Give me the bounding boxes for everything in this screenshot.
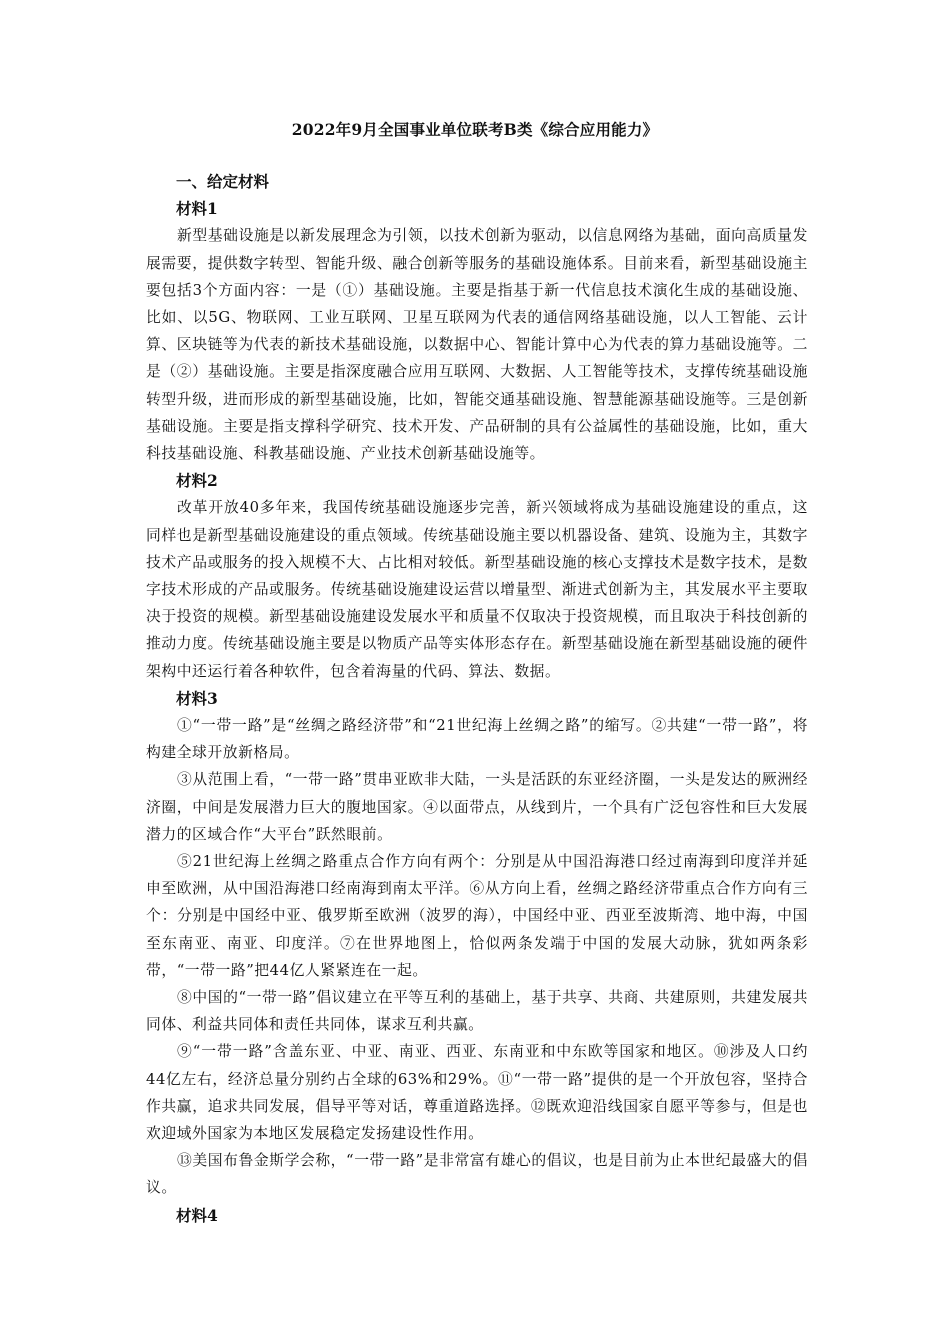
material-3-label: 材料3 [176,688,218,708]
material-3-paragraph-1: ①“一带一路”是“丝绸之路经济带”和“21世纪海上丝绸之路”的缩写。②共建“一带一路”，将构建全球开放新格局。 [146,717,808,762]
document-body [146,168,808,1229]
material-3-paragraph-3: ⑤21世纪海上丝绸之路重点合作方向有两个：分别是从中国沿海港口经过南海到印度洋并延申至欧洲，从中国沿海港口经南海到南太平洋。⑥从方向上看，丝绸之路经济带重点合作方向有三个：分别是中国经中亚、俄罗斯至欧洲（波罗的海），中国经中亚、西亚至波斯湾、地中海，中国至东南亚、南亚、印度洋。⑦在世界地图上，恰似两条发端于中国的发展大动脉，犹如两条彩带，“一带一路”把44亿人紧紧连在一起。 [146,853,808,979]
document-title: 2022年9月全国事业单位联考B类《综合应用能力》 [291,120,659,139]
material-2-label: 材料2 [176,471,218,491]
material-2-paragraph: 改革开放40多年来，我国传统基础设施逐步完善，新兴领域将成为基础设施建设的重点，这同样也是新型基础设施建设的重点领域。传统基础设施主要以机器设备、建筑、设施为主，其数字技术产品或服务的投入规模不大、占比相对较低。新型基础设施的核心支撑技术是数字技术，是数字技术形成的产品或服务。传统基础设施建设运营以增量型、渐进式创新为主，其发展水平主要取决于投资的规模。新型基础设施建设发展水平和质量不仅取决于投资规模，而且取决于科技创新的推动力度。传统基础设施主要是以物质产品等实体形态存在。新型基础设施在新型基础设施的硬件架构中还运行着各种软件，包含着海量的代码、算法、数据。 [146,499,808,680]
material-3-paragraph-6: ⑬美国布鲁金斯学会称，“一带一路”是非常富有雄心的倡议，也是目前为止本世纪最盛大的倡议。 [146,1152,808,1197]
material-3-paragraph-5: ⑨“一带一路”含盖东亚、中亚、南亚、西亚、东南亚和中东欧等国家和地区。⑩涉及人口约44亿左右，经济总量分别约占全球的63%和29%。⑪“一带一路”提供的是一个开放包容，坚持合作共赢，追求共同发展，倡导平等对话，尊重道路选择。⑫既欢迎沿线国家自愿平等参与，但是也欢迎域外国家为本地区发展稳定发扬建设性作用。 [146,1043,808,1143]
material-1-paragraph: 新型基础设施是以新发展理念为引领，以技术创新为驱动，以信息网络为基础，面向高质量发展需要，提供数字转型、智能升级、融合创新等服务的基础设施体系。目前来看，新型基础设施主要包括3个方面内容：一是（①）基础设施。主要是指基于新一代信息技术演化生成的基础设施、比如、以5G、物联网、工业互联网、卫星互联网为代表的通信网络基础设施，以人工智能、云计算、区块链等为代表的新技术基础设施，以数据中心、智能计算中心为代表的算力基础设施等。二是（②）基础设施。主要是指深度融合应用互联网、大数据、人工智能等技术，支撑传统基础设施转型升级，进而形成的新型基础设施，比如，智能交通基础设施、智慧能源基础设施等。三是创新基础设施。主要是指支撑科学研究、技术开发、产品研制的具有公益属性的基础设施，比如，重大科技基础设施、科教基础设施、产业技术创新基础设施等。 [146,227,808,462]
material-1-label: 材料1 [176,199,218,219]
material-3-paragraph-2: ③从范围上看，“一带一路”贯串亚欧非大陆，一头是活跃的东亚经济圈，一头是发达的厥洲经济圈，中间是发展潜力巨大的腹地国家。④以面带点，从线到片，一个具有广泛包容性和巨大发展潜力的区域合作“大平台”跃然眼前。 [146,771,808,843]
material-3-paragraph-4: ⑧中国的“一带一路”倡议建立在平等互利的基础上，基于共享、共商、共建原则，共建发展共同体、利益共同体和责任共同体，谋求互利共赢。 [146,989,808,1034]
material-4-label: 材料4 [176,1205,218,1225]
section-heading: 一、给定材料 [176,172,270,191]
